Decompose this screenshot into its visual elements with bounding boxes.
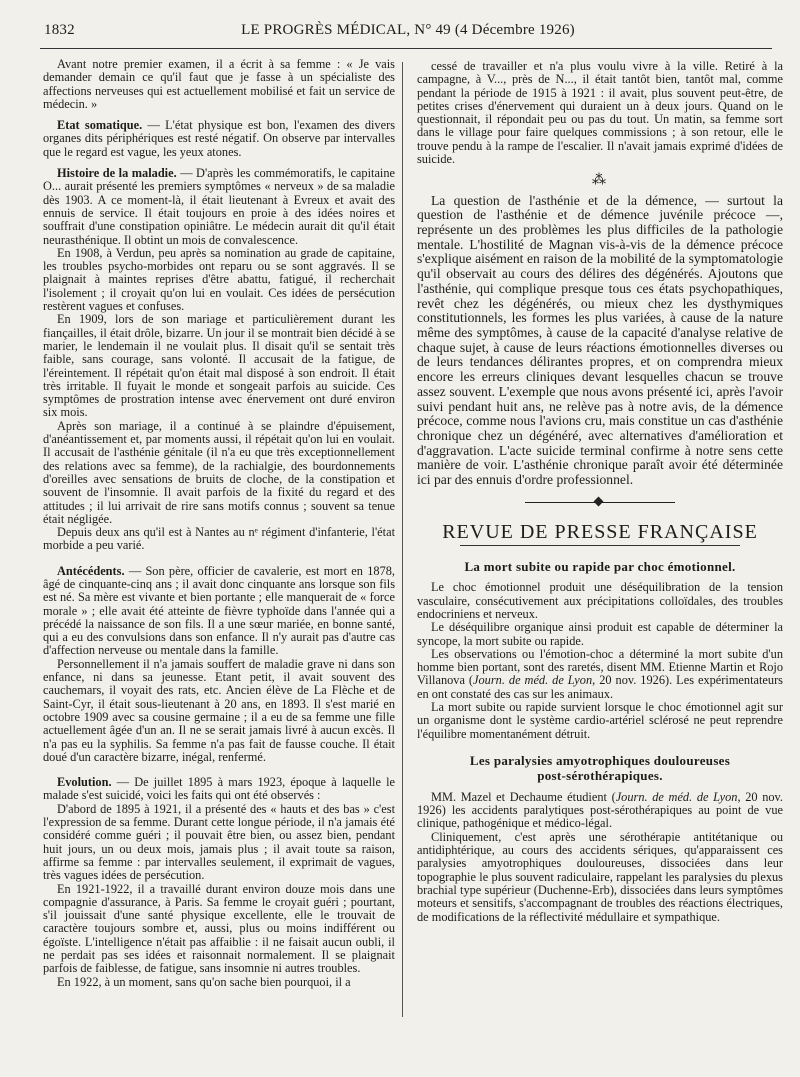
- article-title-line: Les paralysies amyotrophiques douloureuses: [469, 752, 731, 768]
- paragraph: Après son mariage, il a continué à se plaindre d'épuisement, d'anéantissement et, par moments aussi, il répétait qu'on lui en voulait. Il accusait de l'asthénie génitale (il n'a eu que très exceptionnellement des relations avec sa femme), de la rachialgie, des bourdonnements d'oreilles avec sensations de bruits de cloche, de la constipation et souvent de l'insomnie. Il avait parfois de la fixité du regard et des attitudes ; il lui arrivait de rire sans motifs connus ; souvent sa tenue était négligée.: [43, 418, 395, 526]
- paragraph: Le choc émotionnel produit une déséquilibration de la tension vasculaire, consécutivement aux précipitations colloïdales, des troubles endocriniens et nerveux.: [417, 580, 783, 621]
- ornament-divider: [525, 498, 675, 506]
- left-column: [43, 58, 395, 989]
- paragraph-text: — De juillet 1895 à mars 1923, époque à laquelle le malade s'est suicidé, voici les faits qui ont été observés :: [43, 775, 395, 803]
- paragraph: Personnellement il n'a jamais souffert de maladie grave ni dans son enfance, ni dans sa jeunesse. Etant petit, il avait souvent des cauchemars, il voyait des rats, etc. Ancien élève de La Flèche et de Saint-Cyr, il était sous-lieutenant à 20 ans, en 1893. Il s'est marié en octobre 1909 avec sa cousine germaine ; il a eu de sa femme une fille actuellement âgée d'un an. Il ne se serait jamais livré à aucun excès. Il n'a pas eu la syphilis. Sa femme n'a pas fait de fausse couche. Il était doué d'un caractère bizarre, inégal, renfermé.: [43, 656, 395, 764]
- paragraph-text: , 20 nov. 1926) les accidents paralytiques post-sérothérapiques au point de vue clinique, pathogénique et médico-légal.: [417, 789, 784, 831]
- journal-reference: Journ. de méd. de Lyon: [473, 673, 593, 688]
- running-title: LE PROGRÈS MÉDICAL, N° 49 (4 Décembre 1926): [241, 22, 575, 38]
- paragraph: [43, 776, 395, 803]
- section-lead: Evolution.: [57, 775, 112, 790]
- paragraph: En 1909, lors de son mariage et particulièrement durant les fiançailles, il était drôle, bizarre. Un jour il se montrait bien décidé à se marier, le lendemain il ne voulait plus. Il disait qu'il se sentait très faible, sans courage, sans volonté. Il accusait de la fatigue, de l'éreintement. Il répétait qu'on était mal disposé à son endroit. Il était très irritable. Il fuyait le monde et songeait parfois au suicide. Ces symptômes de prostration intense avec énervement ont duré environ six mois.: [43, 312, 395, 420]
- article-title-line: post-sérothérapiques.: [537, 767, 663, 783]
- paragraph: Depuis deux ans qu'il est à Nantes au nᵉ régiment d'infanterie, l'état morbide a peu varié.: [43, 525, 395, 553]
- page-number: 1832: [44, 22, 75, 38]
- section-title: REVUE DE PRESSE FRANÇAISE: [442, 520, 758, 543]
- paragraph-text: Les observations ou l'émotion-choc a déterminé la mort subite d'un homme bien portant, sont des raretés, disent MM. Etienne Martin et Rojo Villanova (: [417, 646, 783, 688]
- paragraph: Avant notre premier examen, il a écrit à sa femme : « Je vais demander demain ce qu'il faut que je fasse à un spécialiste des affections nerveuses qui est actuellement mobilisé et fait un service de médecin. »: [43, 57, 395, 111]
- paragraph-text: — D'après les commémoratifs, le capitaine O... aurait présenté les premiers symptômes « nerveux » de sa maladie dès 1903. A ce moment-là, il était lieutenant à Evreux et avait des ennuis de service. Il était toujours en proie à des idées noires et souffrait d'une constipation opiniâtre. Le médecin aurait dit qu'il était neurasthénique. Il obtint un mois de convalescence.: [43, 166, 396, 247]
- journal-reference: Journ. de méd. de Lyon: [615, 789, 738, 804]
- paragraph: [417, 648, 783, 701]
- right-column: [417, 60, 783, 924]
- paragraph-text: , 20 nov. 1926). Les expérimentateurs en ont constaté des cas sur les animaux.: [417, 673, 783, 701]
- paragraph: D'abord de 1895 à 1921, il a présenté des « hauts et des bas » c'est l'expression de sa femme. Durant cette longue période, il n'a jamais été considéré comme guéri ; il pouvait être bien, ou assez bien, pendant huit jours, un ou deux mois, jamais plus ; il avait toute sa raison, affirme sa femme : par intervalles seulement, il exprimait de vagues, très vagues idées de persécution.: [43, 801, 395, 883]
- paragraph-text: — L'état physique est bon, l'examen des divers organes dits périphériques est resté négatif. On observe par intervalles que le regard est vague, les yeux atones.: [43, 118, 395, 159]
- page-header: [44, 22, 772, 44]
- paragraph: [43, 565, 395, 658]
- paragraph: [417, 791, 783, 831]
- section-lead: Etat somatique.: [57, 118, 143, 133]
- paragraph: [43, 119, 395, 159]
- paragraph: En 1921-1922, il a travaillé durant environ douze mois dans une compagnie d'assurance, à Paris. Sa femme le croyait guéri ; pourtant, s'il jouissait d'une santé physique excellente, elle le trouvait de caractère toujours sombre et, aussi, plus ou moins indifférent ou égoïste. L'intelligence n'était pas affaiblie : il ne faisait aucun oubli, il ne perdait pas ses idées et raisonnait normalement. Il se plaignait parfois de faiblesse, de fatigue, sans insomnie ni autres troubles.: [43, 881, 395, 976]
- column-divider: [402, 62, 403, 1017]
- paragraph: La question de l'asthénie et de la démence, — surtout la question de l'asthénie et de démence juvénile précoce —, représente un des problèmes les plus difficiles de la pathologie mentale. L'hostilité de Magnan vis-à-vis de la démence précoce s'explique aisément en raison de la mobilité de la symptomatologie qu'il observait au cours des délires des dégénérés. Ajoutons que l'asthénie, qui complique presque tous ces états psychopathiques, revêt chez les dégénérés, ou mieux chez les dysthymiques constitutionnels, les formes les plus variées, à cause de la nature même des symptômes, à cause de la capacité d'analyse relative de chaque sujet, à cause de leurs réactions émotionnelles diverses ou de leurs tendances délirantes propres, et on comprendra mieux encore les erreurs cliniques devant lesquelles chacun se trouve assez souvent. L'exemple que nous avons présenté ici, après l'avoir suivi pendant huit ans, ne relève pas à notre avis, de la démence précoce, comme nous l'avions cru, mais constitue un cas d'asthénie chronique chez un dégénéré, avec alternatives d'amélioration et d'aggravation. L'acte suicide terminal confirme à notre sens cette manière de voir. L'asthénie chronique paraît avoir été déterminée ici par des ennuis d'ordre professionnel.: [417, 192, 783, 488]
- paragraph: Le déséquilibre organique ainsi produit est capable de déterminer la syncope, la mort subite ou rapide.: [417, 620, 783, 648]
- header-rule: [40, 48, 772, 49]
- ornament-diamond: [594, 496, 604, 506]
- paragraph: La mort subite ou rapide survient lorsque le choc émotionnel agit sur un organisme dont le système cardio-artériel sclérosé ne peut reprendre l'équilibre momentanément détruit.: [417, 700, 783, 741]
- section-rule: [460, 545, 740, 546]
- article-title: La mort subite ou rapide par choc émotionnel.: [464, 559, 736, 575]
- paragraph: En 1908, à Verdun, peu après sa nomination au grade de capitaine, les troubles psycho-morbides ont reparu ou se sont aggravés. Il se plaignait à maintes reprises d'être abattu, fatigué, il recherchait l'isolement ; il croyait qu'on lui en voulait. Ces idées de persécution restèrent vagues et confuses.: [43, 245, 395, 314]
- paragraph-text: MM. Mazel et Dechaume étudient (: [431, 789, 616, 804]
- section-lead: Antécédents.: [57, 563, 125, 578]
- paragraph: cessé de travailler et n'a plus voulu vivre à la ville. Retiré à la campagne, à V..., près de N..., il était tantôt bien, tantôt mal, comme pendant la période de 1915 à 1921 : il avait, plus souvent peut-être, de petites crises d'énervement qui duraient un à deux jours. Quand on le questionnait, il répondait peu ou pas du tout. Un matin, sa femme sort dans le village pour faire quelques commissions ; à son retour, elle le trouve pendu à la rampe de l'escalier. Il n'avait jamais exprimé d'idées de suicide.: [417, 59, 783, 167]
- section-lead: Histoire de la maladie.: [57, 166, 177, 181]
- paragraph: Cliniquement, c'est après une sérothérapie antitétanique ou antidiphtérique, au cours des accidents sériques, qu'apparaissent ces paralysies amyotrophiques douloureuses, dissociées dans leur topographie le plus souvent radiculaire, rappelant les paralysies du plexus brachial type supérieur (Duchenne-Erb), dissociées dans leurs symptômes moteurs et sensitifs, s'accompagnant de troubles des réactions électriques, de modifications de la réflectivité médullaire et sympathique.: [417, 829, 783, 924]
- paragraph: En 1922, à un moment, sans qu'on sache bien pourquoi, il a: [57, 974, 351, 989]
- asterism-separator: ⁂: [592, 173, 608, 189]
- paragraph: [43, 167, 395, 247]
- paragraph-text: — Son père, officier de cavalerie, est mort en 1878, âgé de cinquante-cinq ans ; il avait donc cinquante ans lorsque son fils est né. Sa mère est vivante et bien portante ; elle manquerait de « force morale » ; elle avait été atteinte de fièvre typhoïde dans l'année qui a précédé la naissance de son fils. Il a une sœur mariée, en bonne santé, qui a eu des convulsions dans son enfance. Il n'y aurait pas d'autre cas d'affection nerveuse ou mentale dans la famille.: [43, 563, 395, 658]
- conclusion-block: [417, 194, 783, 488]
- article-title: [417, 753, 783, 783]
